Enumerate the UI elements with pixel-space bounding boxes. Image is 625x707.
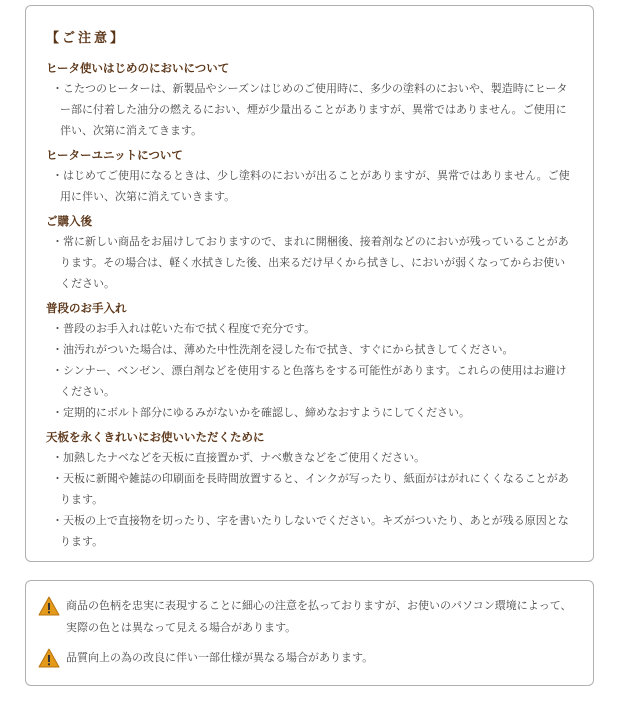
warning-panel bbox=[25, 580, 594, 686]
list-item: ・天板に新聞や雑誌の印刷面を長時間放置すると、インクが写ったり、紙面がはがれにくくなることがあります。 bbox=[52, 472, 569, 506]
section-heading: 天板を永くきれいにお使いいただくために bbox=[46, 430, 265, 444]
list-item: ・定期的にボルト部分にゆるみがないかを確認し、締めなおすようにしてください。 bbox=[52, 406, 470, 419]
section-heading: ヒーターユニットについて bbox=[46, 148, 183, 162]
warning-row bbox=[38, 595, 581, 639]
warning-triangle-icon bbox=[38, 648, 60, 668]
list-item: ・シンナー、ベンゼン、漂白剤などを使用すると色落ちをする可能性があります。これらの使用はお避けください。 bbox=[52, 364, 567, 398]
notice-title: 【ご注意】 bbox=[46, 31, 127, 46]
section-heading: 普段のお手入れ bbox=[46, 301, 127, 315]
list-item: ・こたつのヒーターは、新製品やシーズンはじめのご使用時に、多少の塗料のにおいや、製造時にヒーター部に付着した油分の燃えるにおい、煙が少量出ることがありますが、異常ではありません。ご使用に伴い、次第に消えてきます。 bbox=[52, 82, 568, 137]
section-heading: ご購入後 bbox=[46, 214, 92, 228]
section-heading: ヒータ使いはじめのにおいについて bbox=[46, 61, 230, 75]
section-after-purchase bbox=[46, 213, 575, 294]
warning-row bbox=[38, 647, 581, 669]
list-item: ・常に新しい商品をお届けしておりますので、まれに開梱後、接着剤などのにおいが残っていることがあります。その場合は、軽く水拭きした後、出来るだけ早くから拭きし、においが弱くなってからお使いください。 bbox=[52, 235, 569, 290]
warning-triangle-icon bbox=[38, 596, 60, 616]
list-item: ・天板の上で直接物を切ったり、字を書いたりしないでください。キズがついたり、あとが残る原因となります。 bbox=[52, 514, 569, 548]
warning-text: 品質向上の為の改良に伴い一部仕様が異なる場合があります。 bbox=[66, 651, 374, 664]
list-item: ・油汚れがついた場合は、薄めた中性洗剤を浸した布で拭き、すぐにから拭きしてください。 bbox=[52, 343, 514, 356]
notice-panel bbox=[25, 5, 594, 562]
warning-text: 商品の色柄を忠実に表現することに細心の注意を払っておりますが、お使いのパソコン環境によって、実際の色とは異なって見える場合があります。 bbox=[66, 599, 572, 634]
section-heater-unit bbox=[46, 147, 575, 207]
list-item: ・はじめてご使用になるときは、少し塗料のにおいが出ることがありますが、異常ではありません。ご使用に伴い、次第に消えていきます。 bbox=[52, 169, 570, 203]
list-item: ・普段のお手入れは乾いた布で拭く程度で充分です。 bbox=[52, 322, 316, 335]
list-item: ・加熱したナベなどを天板に直接置かず、ナベ敷きなどをご使用ください。 bbox=[52, 451, 426, 464]
section-daily-care bbox=[46, 300, 575, 423]
section-heater-smell bbox=[46, 60, 575, 141]
section-tabletop-care bbox=[46, 429, 575, 552]
